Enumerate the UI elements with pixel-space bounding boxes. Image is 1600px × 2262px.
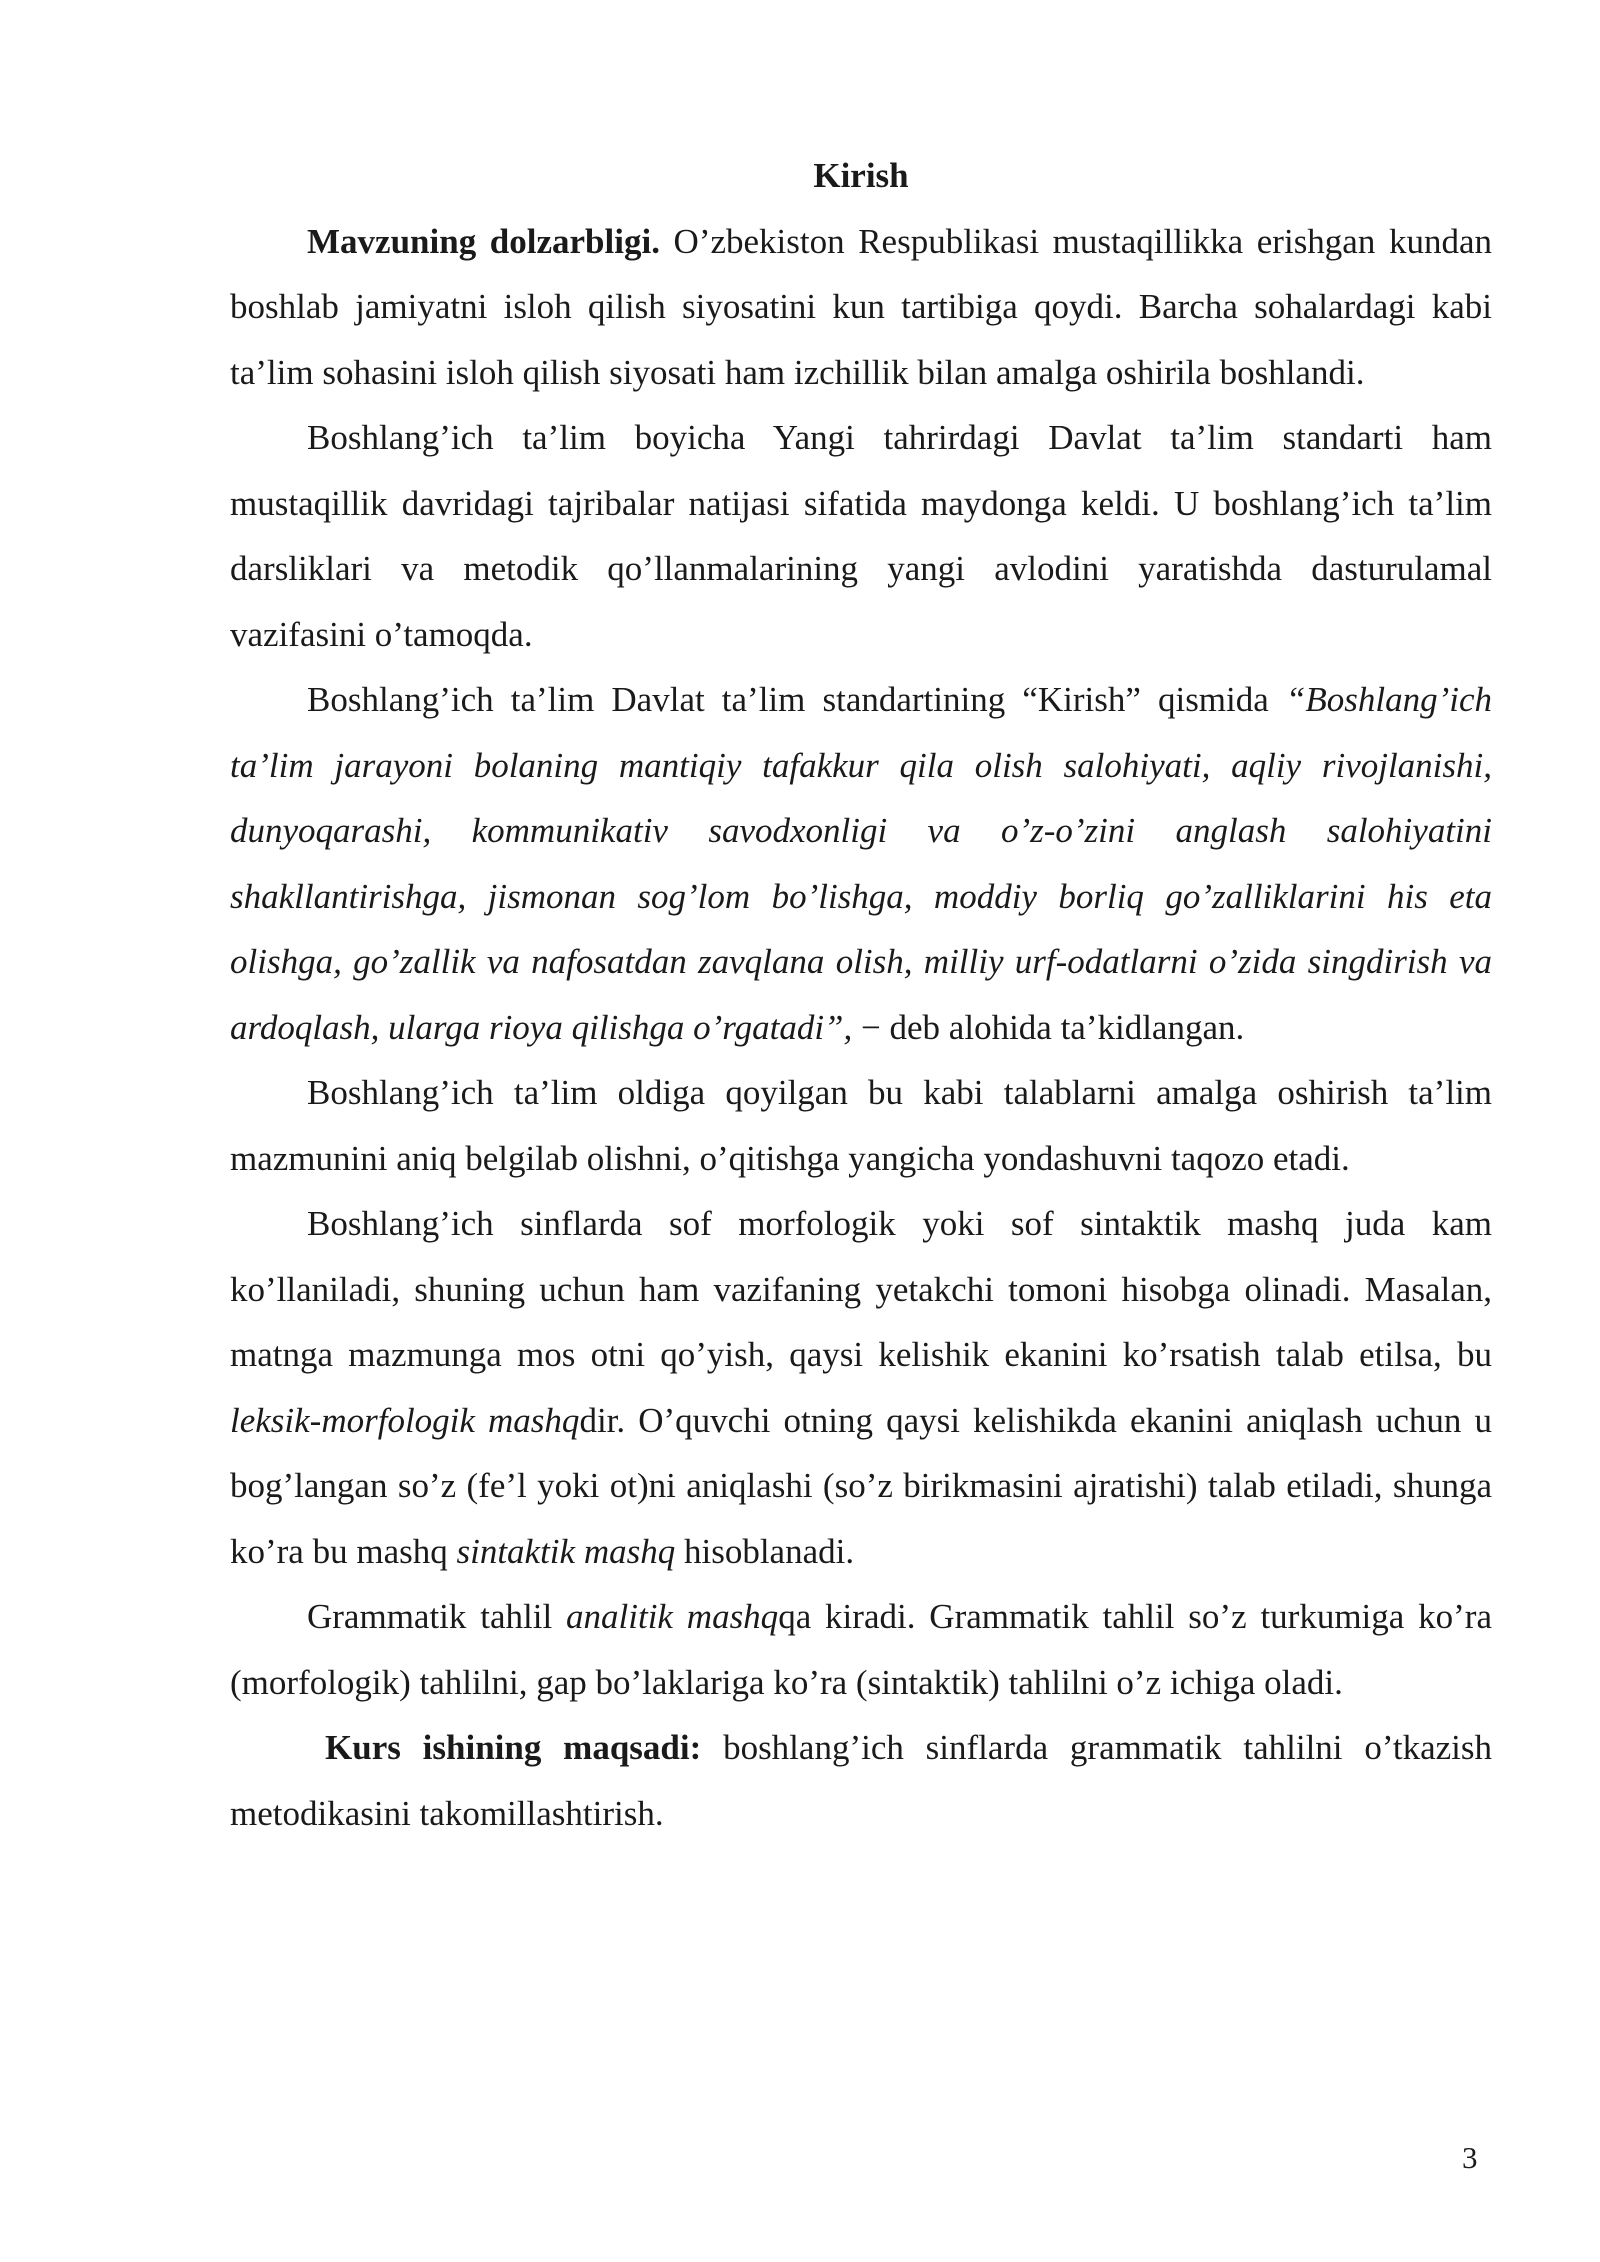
paragraph-standard [230, 405, 1492, 667]
analysis-text-2: qa kiradi. Grammatik tahlil so’z turkumiga ko’ra (morfologik) tahlilni, gap bo’laklariga ko’ra (sintaktik) tahlilni o’z ichiga oladi. [230, 1597, 1492, 1702]
page-title: Kirish [813, 156, 909, 195]
paragraph-relevance [230, 209, 1492, 406]
quote-intro: Boshlang’ich ta’lim Davlat ta’lim standartining “Kirish” qismida [307, 680, 1286, 719]
goal-heading: Kurs ishining maqsadi: [325, 1728, 702, 1767]
relevance-heading: Mavzuning dolzarbligi. [307, 221, 660, 261]
page-number: 3 [1462, 2140, 1478, 2175]
relevance-text: O’zbekiston Respublikasi mustaqillikka erishgan kundan boshlab jamiyatni isloh qilish siyosatini kun tartibiga qoydi. Barcha sohalardagi kabi ta’lim sohasini isloh qilish siyosati ham izchillik bilan amalga oshirila boshlandi. [230, 221, 1492, 392]
standard-text: Boshlang’ich ta’lim boyicha Yangi tahrirdagi Davlat ta’lim standarti ham mustaqillik davridagi tajribalar natijasi sifatida maydonga keldi. U boshlang’ich ta’lim darsliklari va metodik qo’llanmalarining yangi avlodini yaratishda dasturulamal vazifasini o’tamoqda. [230, 418, 1492, 654]
quote-outro: − deb alohida ta’kidlangan. [852, 1007, 1245, 1047]
goal-text: boshlang’ich sinflarda grammatik tahlilni o’tkazish metodikasini takomillashtirish. [230, 1728, 1492, 1833]
paragraph-exercises [230, 1191, 1492, 1584]
document-page [230, 143, 1492, 1846]
analysis-text-1: Grammatik tahlil [307, 1597, 567, 1636]
analytical-term: analitik mashq [566, 1597, 779, 1636]
exercises-text-1: Boshlang’ich sinflarda sof morfologik yoki sof sintaktik mashq juda kam ko’llaniladi, shuning uchun ham vazifaning yetakchi tomoni hisobga olinadi. Masalan, matnga mazmunga mos otni qo’yish, qaysi kelishik ekanini ko’rsatish talab etilsa, bu [230, 1204, 1492, 1374]
exercises-text-3: hisoblanadi. [675, 1531, 855, 1571]
standard-quote: “Boshlang’ich ta’lim jarayoni bolaning mantiqiy tafakkur qila olish salohiyati, aqliy rivojlanishi, dunyoqarashi, kommunikativ savodxonligi va o’z-o’zini anglash salohiyatini shakllantirishga, jismonan sog’lom bo’lishga, moddiy borliq go’zalliklarini his eta olishga, go’zallik va nafosatdan zavqlana olish, milliy urf-odatlarni o’zida singdirish va ardoqlash, ularga rioya qilishga o’rgatadi”, [230, 680, 1492, 1047]
paragraph-analysis [230, 1584, 1492, 1715]
paragraph-quote [230, 667, 1492, 1060]
paragraph-goal [230, 1715, 1492, 1846]
paragraph-requirements [230, 1060, 1492, 1191]
lexical-morphological-term: leksik-morfologik mashq [230, 1400, 580, 1440]
syntactic-term: sintaktik mashq [456, 1531, 676, 1571]
exercises-text-2: dir. O’quvchi otning qaysi kelishikda ekanini aniqlash uchun u bog’langan so’z (fe’l yoki ot)ni aniqlashi (so’z birikmasini ajratishi) talab etiladi, shunga ko’ra bu mashq [230, 1400, 1492, 1571]
requirements-text: Boshlang’ich ta’lim oldiga qoyilgan bu kabi talablarni amalga oshirish ta’lim mazmunini aniq belgilab olishni, o’qitishga yangicha yondashuvni taqozo etadi. [230, 1073, 1492, 1178]
